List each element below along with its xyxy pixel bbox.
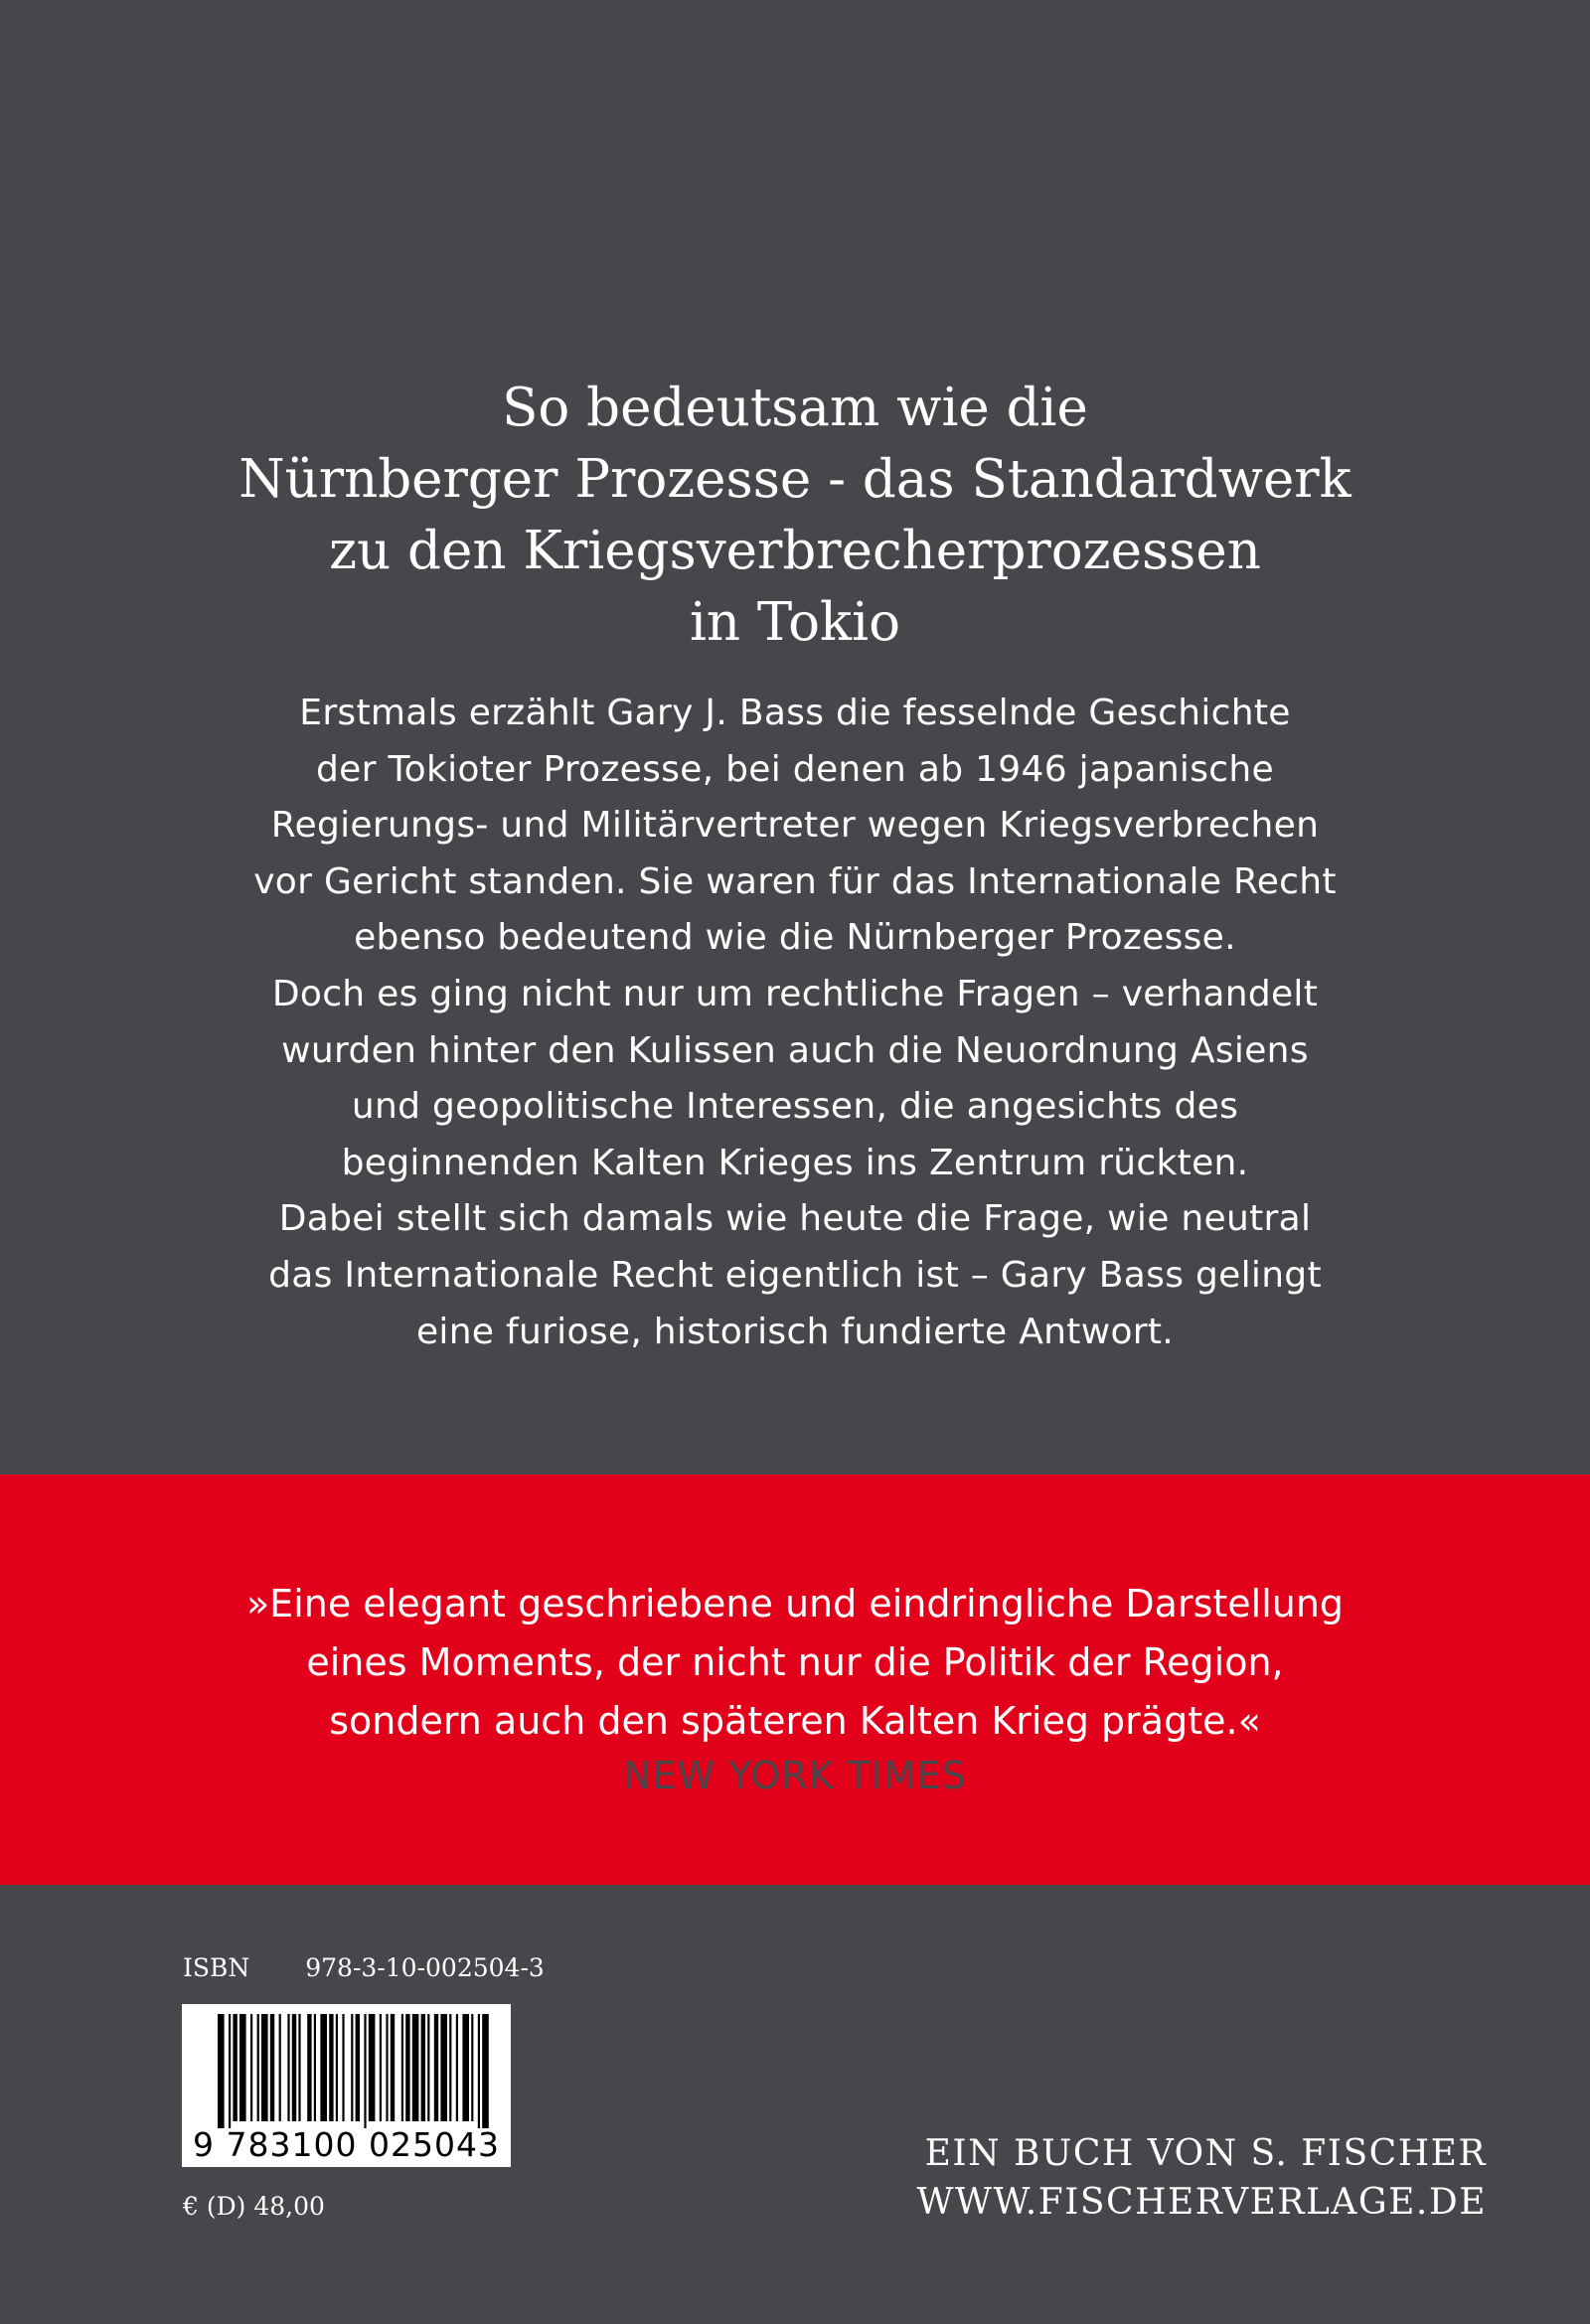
barcode-bar: [449, 2014, 451, 2121]
blurb-line: das Internationale Recht eigentlich ist – Gary Bass gelingt: [268, 1254, 1322, 1296]
barcode-bar: [380, 2014, 382, 2121]
quote-source: NEW YORK TIMES: [623, 1754, 967, 1797]
barcode-bar: [257, 2014, 259, 2121]
press-quote: [0, 1575, 1590, 1751]
barcode-bar: [229, 2014, 231, 2128]
blurb-line: ebenso bedeutend wie die Nürnberger Prozesse.: [354, 917, 1236, 959]
barcode-bar: [239, 2014, 246, 2121]
barcode-bar: [279, 2014, 281, 2121]
blurb-line: und geopolitische Interessen, die angesichts des: [351, 1086, 1239, 1128]
barcode-bar: [482, 2014, 489, 2128]
headline-line: in Tokio: [689, 592, 901, 653]
publisher-line: EIN BUCH VON S. FISCHER: [924, 2133, 1487, 2174]
headline-line: Nürnberger Prozesse - das Standardwerk: [238, 449, 1352, 510]
barcode-bar: [336, 2014, 338, 2121]
barcode-bar: [386, 2014, 388, 2121]
blurb-line: vor Gericht standen. Sie waren für das Internationale Recht: [253, 860, 1337, 902]
barcode-bar: [270, 2014, 274, 2121]
blurb-line: Erstmals erzählt Gary J. Bass die fesselnde Geschichte: [299, 693, 1291, 733]
blurb-line: wurden hinter den Kulissen auch die Neuordnung Asiens: [281, 1029, 1309, 1071]
headline-line: zu den Kriegsverbrecherprozessen: [329, 521, 1261, 581]
barcode-bar: [405, 2014, 409, 2121]
barcode-bar: [356, 2014, 360, 2121]
barcode-bar: [298, 2014, 300, 2121]
barcode-bar: [369, 2014, 376, 2121]
barcode-bar: [478, 2014, 480, 2128]
barcode-bar: [391, 2014, 395, 2121]
blurb-line: der Tokioter Prozesse, bei denen ab 1946 japanische: [316, 748, 1274, 790]
barcode-bar: [233, 2014, 237, 2121]
barcode-bar: [250, 2014, 252, 2121]
quote-line: »Eine elegant geschriebene und eindringliche Darstellung: [245, 1582, 1345, 1626]
barcode-bar: [218, 2014, 225, 2128]
barcode-bar: [314, 2014, 316, 2121]
isbn-row: [183, 1953, 545, 1982]
blurb: [0, 686, 1590, 1360]
blurb-line: beginnenden Kalten Krieges ins Zentrum rückten.: [341, 1142, 1249, 1183]
barcode-bar: [456, 2014, 458, 2121]
blurb-line: Dabei stellt sich damals wie heute die Frage, wie neutral: [278, 1198, 1312, 1240]
barcode-bar: [261, 2014, 268, 2121]
barcode: [182, 2004, 511, 2167]
barcode-bar: [287, 2014, 289, 2121]
isbn-number: 978-3-10-002504-3: [305, 1953, 545, 1982]
price: € (D) 48,00: [183, 2192, 325, 2221]
headline-line: So bedeutsam wie die: [502, 378, 1088, 438]
barcode-bar: [364, 2014, 366, 2128]
publisher-website: WWW.FISCHERVERLAGE.DE: [916, 2182, 1487, 2223]
quote-line: sondern auch den späteren Kalten Krieg prägte.«: [329, 1699, 1261, 1743]
barcode-bar: [434, 2014, 438, 2121]
barcode-bar: [307, 2014, 311, 2121]
barcode-bar: [329, 2014, 333, 2121]
barcode-bar: [351, 2014, 353, 2121]
barcode-bar: [342, 2014, 344, 2121]
blurb-line: eine furiose, historisch fundierte Antwort.: [415, 1311, 1175, 1352]
barcode-bar: [401, 2014, 403, 2121]
headline: [0, 373, 1590, 659]
isbn-label: ISBN: [183, 1953, 250, 1982]
barcode-bar: [292, 2014, 296, 2121]
blurb-line: Doch es ging nicht nur um rechtliche Fragen – verhandelt: [271, 973, 1319, 1014]
barcode-bar: [421, 2014, 425, 2121]
blurb-line: Regierungs- und Militärvertreter wegen Kriegsverbrechen: [270, 805, 1320, 847]
quote-line: eines Moments, der nicht nur die Politik der Region,: [306, 1640, 1284, 1684]
barcode-bar: [412, 2014, 419, 2121]
barcode-bar: [440, 2014, 447, 2121]
barcode-bar: [320, 2014, 327, 2121]
barcode-bar: [462, 2014, 469, 2121]
publisher-imprint: [917, 2129, 1487, 2227]
barcode-digits: 9 783100 025043: [193, 2125, 500, 2164]
barcode-bar: [427, 2014, 429, 2121]
barcode-bar: [471, 2014, 473, 2121]
